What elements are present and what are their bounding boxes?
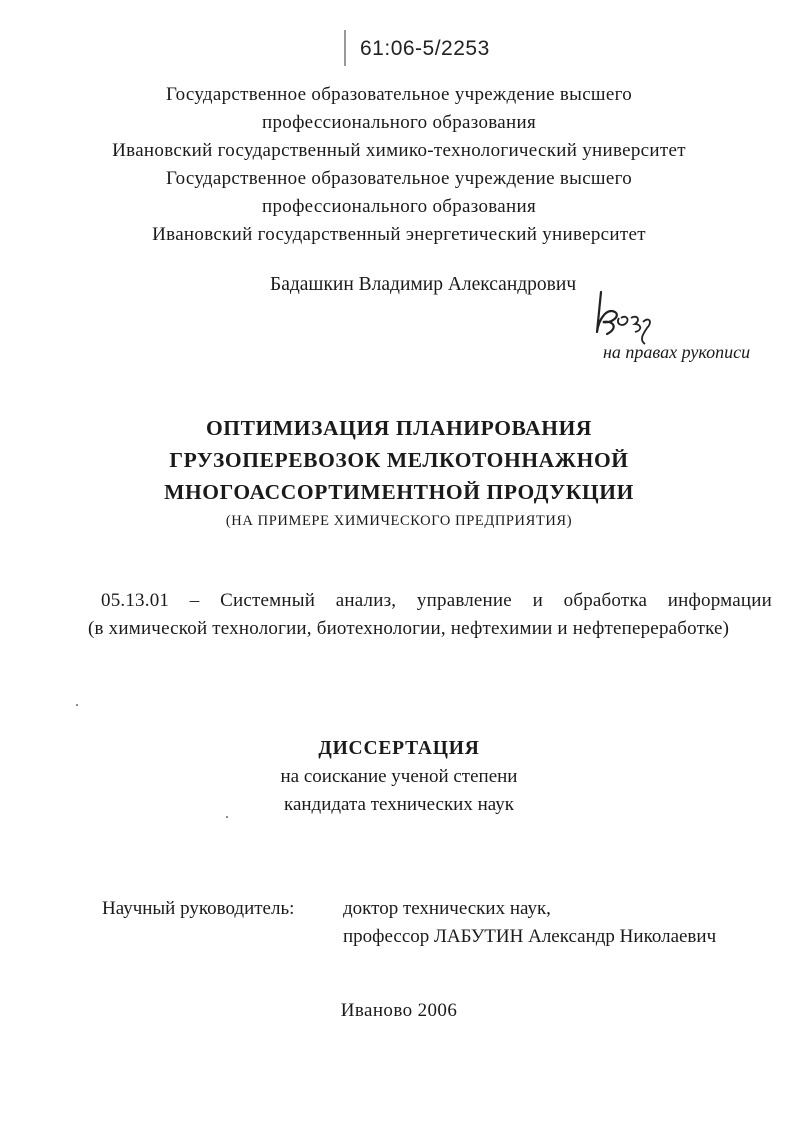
- advisor-name: профессор ЛАБУТИН Александр Николаевич: [343, 926, 717, 947]
- dissertation-heading: ДИССЕРТАЦИЯ: [318, 738, 480, 759]
- institution-line-6: Ивановский государственный энергетический университет: [152, 224, 646, 245]
- stamp-mark: [344, 30, 346, 66]
- scan-speck: [76, 704, 78, 706]
- institution-line-5: профессионального образования: [262, 196, 536, 217]
- institution-line-4: Государственное образовательное учреждение высшего: [165, 168, 633, 189]
- manuscript-note: на правах рукописи: [603, 342, 751, 362]
- specialty-code-line: 05.13.01 – Системный анализ, управление и обработка информации: [101, 590, 772, 611]
- institution-line-2: профессионального образования: [262, 112, 536, 133]
- author-name: Бадашкин Владимир Александрович: [270, 274, 577, 295]
- degree-line-1: на соискание ученой степени: [280, 766, 518, 787]
- archive-number: 61:06-5/2253: [360, 37, 490, 60]
- institution-line-3: Ивановский государственный химико-технологический университет: [112, 140, 686, 161]
- title-line-3: МНОГОАССОРТИМЕНТНОЙ ПРОДУКЦИИ: [164, 480, 634, 504]
- title-line-2: ГРУЗОПЕРЕВОЗОК МЕЛКОТОННАЖНОЙ: [169, 448, 629, 472]
- degree-line-2: кандидата технических наук: [284, 794, 514, 815]
- title-subtitle: (НА ПРИМЕРЕ ХИМИЧЕСКОГО ПРЕДПРИЯТИЯ): [225, 513, 573, 529]
- title-line-1: ОПТИМИЗАЦИЯ ПЛАНИРОВАНИЯ: [205, 416, 593, 440]
- advisor-degree: доктор технических наук,: [343, 898, 551, 919]
- specialty-detail-line: (в химической технологии, биотехнологии, нефтехимии и нефтепереработке): [88, 618, 730, 639]
- institution-line-1: Государственное образовательное учреждение высшего: [165, 84, 633, 105]
- scan-speck: [226, 816, 228, 818]
- signature-icon: [585, 288, 665, 350]
- advisor-label: Научный руководитель:: [102, 898, 295, 919]
- place-year: Иваново 2006: [340, 1000, 458, 1021]
